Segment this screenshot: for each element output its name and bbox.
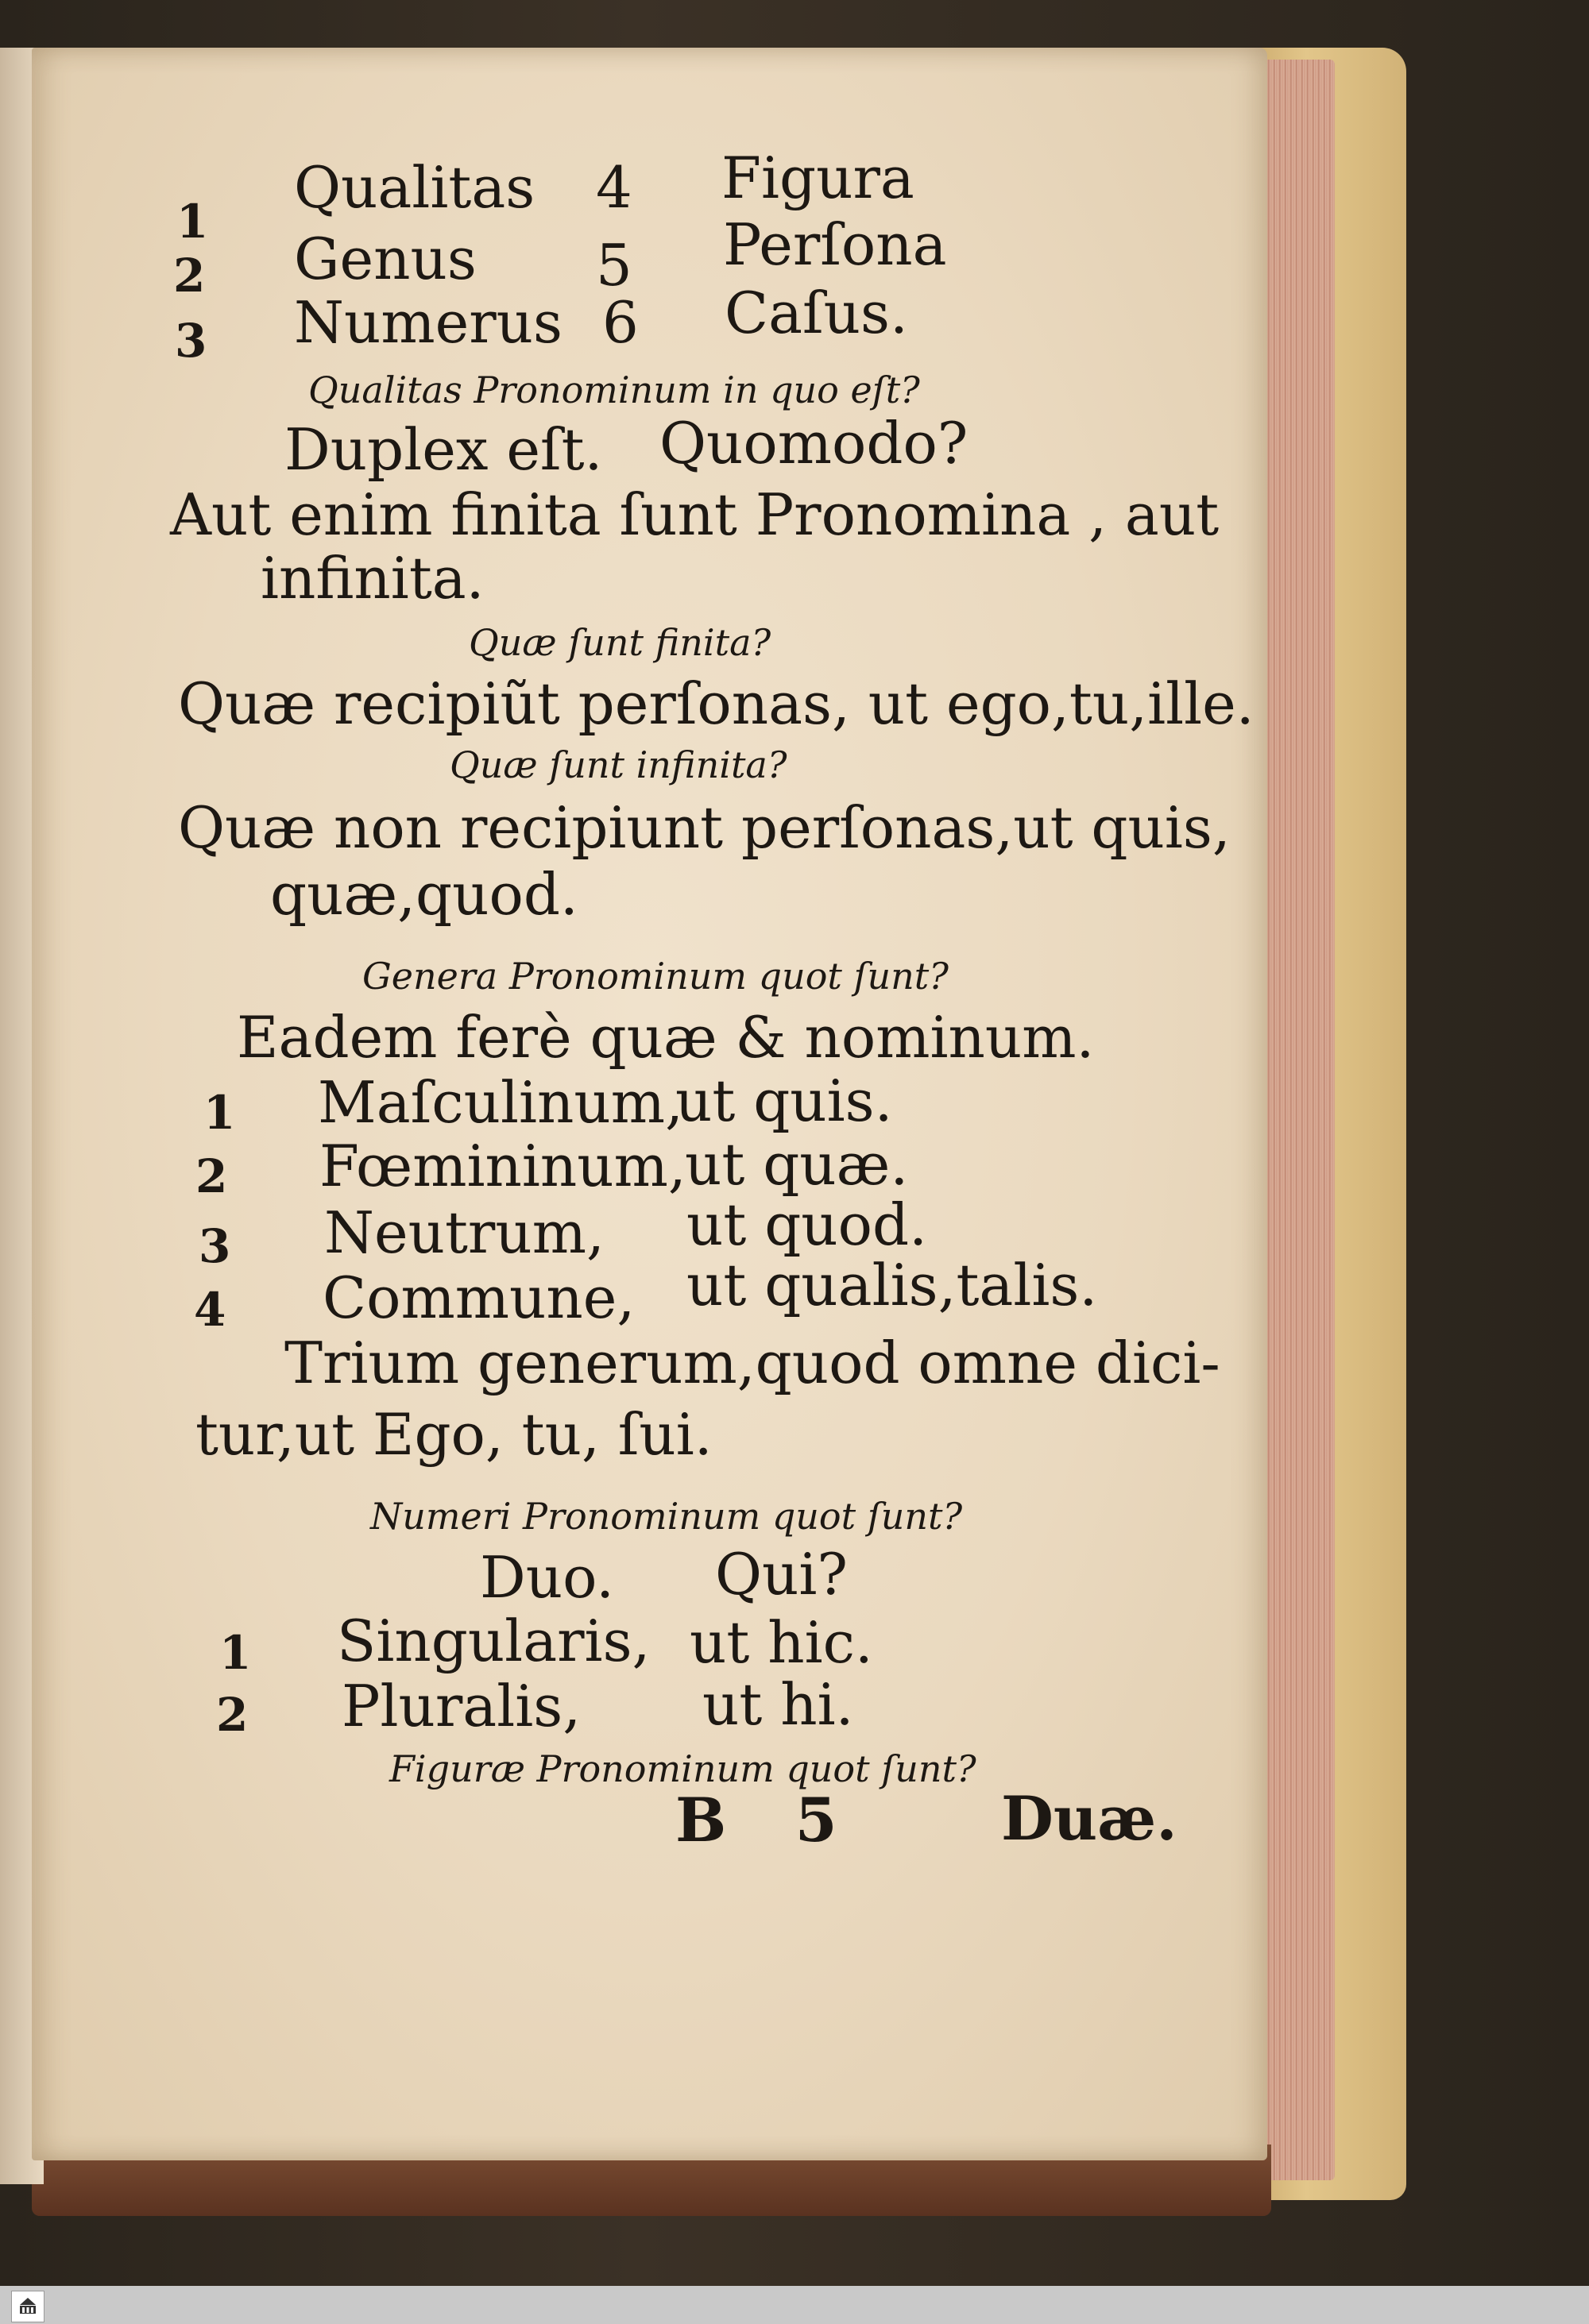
toc-term: Genus [294,226,477,292]
list-number: 4 [194,1283,226,1337]
gender-name: Neutrum, [324,1199,605,1266]
toc-term: Perſona [723,211,947,278]
gender-name: Fœmininum, [319,1133,686,1199]
toc-number: 3 [175,314,207,368]
answer-text: Duo. [480,1544,615,1611]
answer-text: Quæ recipiũt perſonas, ut ego,tu,ille. [178,670,1255,737]
list-number: 1 [219,1626,252,1680]
toc-term: Qualitas [294,154,535,221]
number-name: Singularis, [337,1608,651,1674]
answer-text: tur,ut Ego, tu, ſui. [195,1401,713,1468]
toc-term: Figura [721,145,914,211]
gender-example: ut quæ. [685,1131,909,1198]
answer-text: Aut enim finita ſunt Pronomina , aut [170,481,1220,548]
question-heading: Numeri Pronominum quot ſunt? [370,1495,963,1538]
toc-number: 5 [596,232,632,299]
answer-text: Quæ non recipiunt perſonas,ut quis, [178,794,1231,861]
answer-text: Trium generum,quod omne dici- [284,1330,1220,1396]
list-number: 2 [195,1149,228,1203]
gender-name: Commune, [323,1264,636,1331]
list-number: 2 [216,1688,249,1742]
viewer-footer [0,2286,1589,2324]
question-heading: Quæ ſunt finita? [469,621,771,664]
signature-mark: B 5 [675,1785,837,1855]
list-number: 1 [203,1086,236,1140]
toc-term: Caſus. [725,280,908,346]
toc-number: 6 [602,289,639,356]
library-logo-icon [11,2291,44,2322]
answer-text: infinita. [261,545,485,612]
answer-text: Qui? [715,1541,849,1608]
gender-name: Maſculinum, [318,1069,683,1136]
toc-number: 4 [596,154,632,221]
page-edges [1259,60,1335,2180]
answer-text: Duplex eſt. [284,416,603,483]
catchword: Duæ. [1001,1783,1177,1854]
number-example: ut hic. [690,1609,873,1676]
toc-term: Numerus [294,289,563,356]
gender-example: ut qualis,talis. [686,1252,1098,1318]
answer-text: quæ,quod. [270,861,578,928]
question-heading: Quæ ſunt infinita? [450,743,787,786]
toc-number: 2 [173,249,206,303]
gender-example: ut quod. [686,1191,927,1258]
number-example: ut hi. [702,1671,854,1738]
question-heading: Genera Pronominum quot ſunt? [362,955,949,998]
question-heading: Qualitas Pronominum in quo eſt? [308,369,920,411]
question-heading: Figuræ Pronominum quot ſunt? [389,1747,976,1790]
answer-text: Quomodo? [659,410,968,477]
gender-example: ut quis. [675,1067,893,1134]
toc-number: 1 [176,195,209,249]
answer-text: Eadem ferè quæ & nominum. [237,1004,1095,1071]
list-number: 3 [199,1219,231,1273]
number-name: Pluralis, [342,1673,582,1739]
